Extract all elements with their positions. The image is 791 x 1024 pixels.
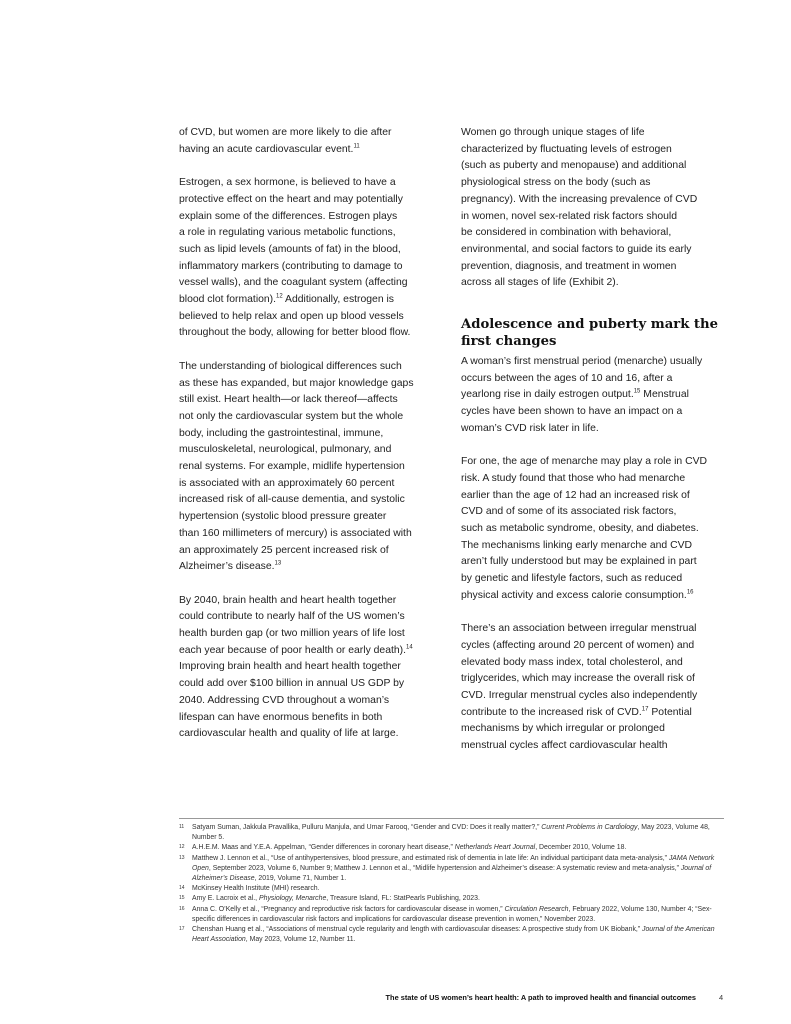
paragraph: Estrogen, a sex hormone, is believed to have a protective effect on the heart and may potentially explain some of the differences. Estrogen plays a role in regulating various metabolic functions, such as lipid levels (amounts of fat) in the blood, inflammatory markers (contributing to damage to vessel walls), and the coagulant system (affecting blood clot formation).$^{12}$ Additionally, estrogen is believed to help relax and open up blood vessels throughout the body, allowing for better blood flow.: [179, 177, 411, 339]
footnotes: [179, 823, 724, 945]
footnote-number: 15: [179, 895, 185, 902]
footnote-item: [179, 894, 724, 904]
left-column: [179, 125, 441, 760]
footnote-text: Matthew J. Lennon et al., “Use of antihypertensives, blood pressure, and estimated risk of dementia in late life: An individual participant data meta-analysis,” JAMA Network Open, September 2023, Volume 6, Number 9; Matthew J. Lennon et al., “Midlife hypertension and Alzheimer’s disease: A systematic review and meta-analysis,” Journal of Alzheimer’s Disease, 2019, Volume 71, Number 1.: [192, 854, 715, 883]
footnote-item: [179, 854, 724, 885]
footnote-text: Anna C. O’Kelly et al., “Pregnancy and reproductive risk factors for cardiovascular disease in women,” Circulation Research, February 2022, Volume 130, Number 4; “Sex-specific differences in cardiovascular risk factors and implications for cardiovascular disease prevention in women,” November 2023.: [192, 905, 712, 923]
footer-title: The state of US women’s heart health: A path to improved health and financial outcomes: [385, 993, 696, 1002]
paragraph: The understanding of biological differences such as these has expanded, but major knowledge gaps still exist. Heart health—or lack thereof—affects not only the cardiovascular system but the whole body, including the gastrointestinal, immune, musculoskeletal, neurological, pulmonary, and renal systems. For example, midlife hypertension is associated with an approximately 60 percent increased risk of all-cause dementia, and systolic hypertension (systolic blood pressure greater than 160 millimeters of mercury) is associated with an approximately 25 percent increased risk of Alzheimer’s disease.$^{13}$: [179, 360, 414, 573]
footnote-ref[interactable]: 11: [353, 143, 360, 150]
paragraph: By 2040, brain health and heart health together could contribute to nearly half of the US women’s health burden gap (or two million years of life lost each year because of poor health or early death).$^{14}$ Improving brain health and heart health together could add over $100 billion in annual US GDP by 2040. Addressing CVD throughout a woman’s lifespan can have enormous benefits in both cardiovascular health and quality of life at large.: [179, 594, 413, 740]
footnote-text: Amy E. Lacroix et al., Physiology, Menarche, Treasure Island, FL: StatPearls Publishing, 2023.: [192, 895, 480, 903]
footnote-text: Satyam Suman, Jakkula Pravallika, Pulluru Manjula, and Umar Farooq, “Gender and CVD: Does it really matter?,” Current Problems in Cardiology, May 2023, Volume 48, Number 5.: [192, 824, 710, 842]
footnote-ref[interactable]: 16: [686, 589, 694, 596]
footnote-text: Chenshan Huang et al., “Associations of menstrual cycle regularity and length with cardiovascular diseases: A prospective study from UK Biobank,” Journal of the American Heart Association, May 2023, Volume 12, Number 11.: [192, 926, 715, 944]
footnote-item: [179, 823, 724, 843]
footnote-text: McKinsey Health Institute (MHI) research.: [192, 885, 320, 893]
footnote-number: 14: [179, 885, 185, 892]
footnote-item: [179, 905, 724, 925]
paragraph: For one, the age of menarche may play a role in CVD risk. A study found that those who had menarche earlier than the age of 12 had an increased risk of CVD and of some of its associated risk factors, such as metabolic syndrome, obesity, and diabetes. The mechanisms linking early menarche and CVD aren’t fully understood but may be explained in part by genetic and lifestyle factors, such as reduced physical activity and excess calorie consumption.$^{16}$: [461, 456, 708, 601]
footnote-number: 13: [179, 854, 185, 861]
footnote-ref[interactable]: 13: [274, 560, 282, 567]
footnote-divider: [179, 818, 724, 819]
page-footer: [0, 993, 791, 1007]
paragraph: A woman’s first menstrual period (menarche) usually occurs between the ages of 10 and 16, after a yearlong rise in daily estrogen output.$^{15}$ Menstrual cycles have been shown to have an impact on a woman’s CVD risk later in life.: [461, 356, 703, 434]
page-number: 4: [719, 993, 724, 1002]
section-heading: Adolescence and puberty mark the first changes: [461, 317, 718, 350]
footnote-ref[interactable]: 12: [276, 293, 283, 300]
paragraph: of CVD, but women are more likely to die after having an acute cardiovascular event.$^{11}$: [179, 127, 392, 155]
footnote-item: [179, 884, 724, 894]
footnote-number: 17: [179, 926, 185, 933]
footnote-ref[interactable]: 14: [406, 644, 413, 651]
footnote-item: [179, 925, 724, 945]
footnote-number: 11: [179, 824, 185, 830]
paragraph: There’s an association between irregular menstrual cycles (affecting around 20 percent of women) and elevated body mass index, total cholesterol, and triglycerides, which may increase the overall risk of CVD. Irregular menstrual cycles also independently contribute to the increased risk of CVD.$^{17}$ Potential mechanisms by which irregular or prolonged menstrual cycles affect cardiovascular health: [461, 623, 698, 752]
paragraph: Women go through unique stages of life characterized by fluctuating levels of estrogen (such as puberty and menopause) and additional physiological stress on the body (such as pregnancy). With the increasing prevalence of CVD in women, novel sex-related risk factors should be considered in combination with behavioral, environmental, and social factors to guide its early prevention, diagnosis, and treatment in women across all stages of life (Exhibit 2).: [461, 127, 698, 289]
footnote-text: A.H.E.M. Maas and Y.E.A. Appelman, “Gender differences in coronary heart disease,” Netherlands Heart Journal, December 2010, Volume 18.: [192, 844, 627, 852]
footnote-ref[interactable]: 17: [641, 706, 649, 713]
footnote-number: 16: [179, 905, 185, 912]
footnote-item: [179, 843, 724, 853]
footnote-number: 12: [179, 844, 185, 851]
right-column: [461, 125, 729, 772]
footnote-ref[interactable]: 15: [633, 388, 641, 395]
